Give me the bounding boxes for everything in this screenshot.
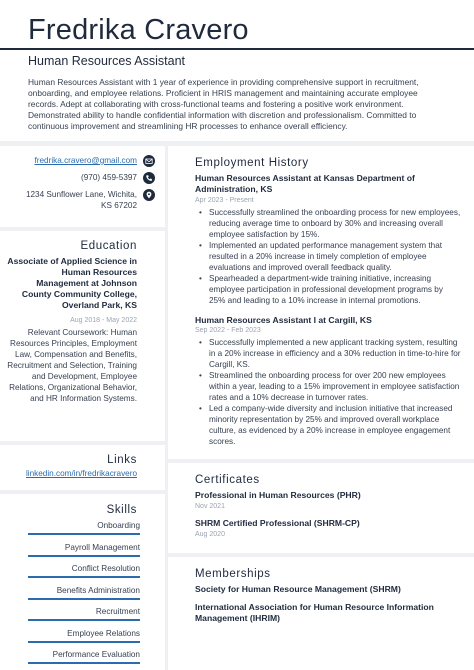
skill-level-track (28, 641, 140, 643)
skill-label: Benefits Administration (56, 585, 140, 595)
phone-icon (143, 172, 155, 184)
job-bullet: • Successfully streamlined the onboarding process for new employees, reducing average time to onboard by 30% and increasing overall employee satisfaction by 15%. (209, 207, 461, 240)
skill-level-bar (28, 555, 140, 557)
links-heading: Links (107, 454, 137, 466)
resume-header (0, 0, 474, 141)
skill-label: Conflict Resolution (71, 564, 140, 573)
contact-phone: (970) 459-5397 (81, 173, 137, 182)
linkedin-link[interactable]: linkedin.com/in/fredrikacravero (25, 469, 137, 478)
skill-level-track (28, 598, 140, 600)
job-dates-2: Sep 2022 - Feb 2023 (195, 327, 261, 334)
address-line-1: 1234 Sunflower Lane, Wichita, (25, 190, 137, 199)
location-icon (143, 189, 155, 201)
certificates-heading: Certificates (195, 474, 260, 486)
skill-level-bar (28, 598, 140, 600)
job-bullet: • Streamlined the onboarding process for over 200 new employees within a year, leading to a 15% improvement in employee satisfaction rates and a 10% decrease in turnover rates. (209, 370, 461, 403)
job-bullet: • Successfully implemented a new applicant tracking system, resulting in a 20% increase in efficiency and a 30% reduction in time-to-hire for Cargill, KS. (209, 337, 461, 370)
job-title-1: Human Resources Assistant at Kansas Department of Administration, KS (195, 173, 415, 194)
skill-item (28, 584, 140, 605)
skill-item (28, 627, 140, 648)
education-heading: Education (80, 240, 137, 252)
skill-item (28, 648, 140, 669)
job-dates-1: Apr 2023 - Present (195, 197, 254, 204)
left-section-divider (0, 490, 168, 494)
skill-item (28, 605, 140, 626)
education-dates: Aug 2018 - May 2022 (70, 317, 137, 324)
left-column (0, 143, 165, 670)
header-divider (0, 48, 474, 50)
contact-phone-row (81, 172, 155, 184)
skill-level-bar (28, 576, 140, 578)
mail-icon (143, 155, 155, 167)
job-bullets-2 (195, 337, 461, 447)
education-degree: Associate of Applied Science in Human Resources Management at Johnson County Community College, Overland Park, KS (7, 256, 137, 310)
skill-label: Recruitment (95, 607, 140, 616)
skill-item (28, 519, 140, 540)
certificate-date-1: Nov 2021 (195, 503, 225, 510)
membership-1: Society for Human Resource Management (SHRM) (195, 584, 401, 594)
job-bullets-1 (195, 207, 461, 306)
skill-level-bar (28, 533, 140, 535)
skill-level-track (28, 619, 140, 621)
skill-level-track (28, 576, 140, 578)
membership-2: International Association for Human Resource Information Management (IHRIM) (195, 602, 434, 623)
skill-label: Payroll Management (64, 542, 140, 552)
skill-level-track (28, 533, 140, 535)
address-line-2: KS 67202 (101, 201, 137, 210)
certificate-name-1: Professional in Human Resources (PHR) (195, 490, 361, 500)
job-bullet: • Implemented an updated performance management system that resulted in a 20% increase in timely completion of employee evaluations and improved overall feedback quality. (209, 240, 461, 273)
certificate-name-2: SHRM Certified Professional (SHRM-CP) (195, 518, 360, 528)
contact-address (26, 189, 137, 211)
right-section-divider (168, 459, 474, 463)
left-section-divider (0, 227, 168, 231)
employment-heading: Employment History (195, 157, 309, 169)
education-coursework: Relevant Coursework: Human Resources Principles, Employment Law, Compensation and Benefits, Recruitment and Selection, Training and Development, Employee Relations, Organizational Behavior, and HR Information Systems. (7, 328, 137, 403)
skills-heading: Skills (106, 504, 137, 516)
left-section-divider (0, 441, 168, 445)
skill-level-bar (28, 619, 140, 621)
skill-item (28, 541, 140, 562)
skill-level-track (28, 662, 140, 664)
job-title-2: Human Resources Assistant I at Cargill, KS (195, 315, 372, 325)
skill-level-track (28, 555, 140, 557)
certificate-date-2: Aug 2020 (195, 531, 225, 538)
skill-item (28, 562, 140, 583)
contact-address-row (26, 189, 155, 211)
candidate-title: Human Resources Assistant (28, 54, 186, 68)
job-bullet: • Led a company-wide diversity and inclusion initiative that increased minority representation by 25% and improved overall workplace culture, as evidenced by a 20% increase in employee engagement scores. (209, 403, 461, 447)
contact-email-row (35, 155, 156, 167)
job-bullet: • Spearheaded a department-wide training initiative, increasing employee participation in professional development programs by 25% and leading to a 10% increase in internal promotions. (209, 273, 461, 306)
candidate-name: Fredrika Cravero (28, 14, 249, 46)
skill-label: Performance Evaluation (52, 650, 140, 659)
right-column (168, 143, 474, 670)
skill-level-bar (28, 662, 140, 664)
memberships-heading: Memberships (195, 568, 271, 580)
skill-level-bar (28, 641, 140, 643)
right-section-divider (168, 553, 474, 557)
professional-summary: Human Resources Assistant with 1 year of experience in providing comprehensive support in recruitment, onboarding, and employee relations. Proficient in HRIS management and maintaining accurate employee records. Adept at collaborating with cross-functional teams and fostering a positive work environment. Demonstrated ability to handle confidential information with discretion and professionalism. Committed to continuous improvement and streamlining HR processes to enhance overall efficiency. (28, 77, 419, 131)
skill-label: Employee Relations (67, 628, 140, 638)
skill-label: Onboarding (97, 521, 140, 530)
contact-email[interactable]: fredrika.cravero@gmail.com (34, 156, 137, 165)
